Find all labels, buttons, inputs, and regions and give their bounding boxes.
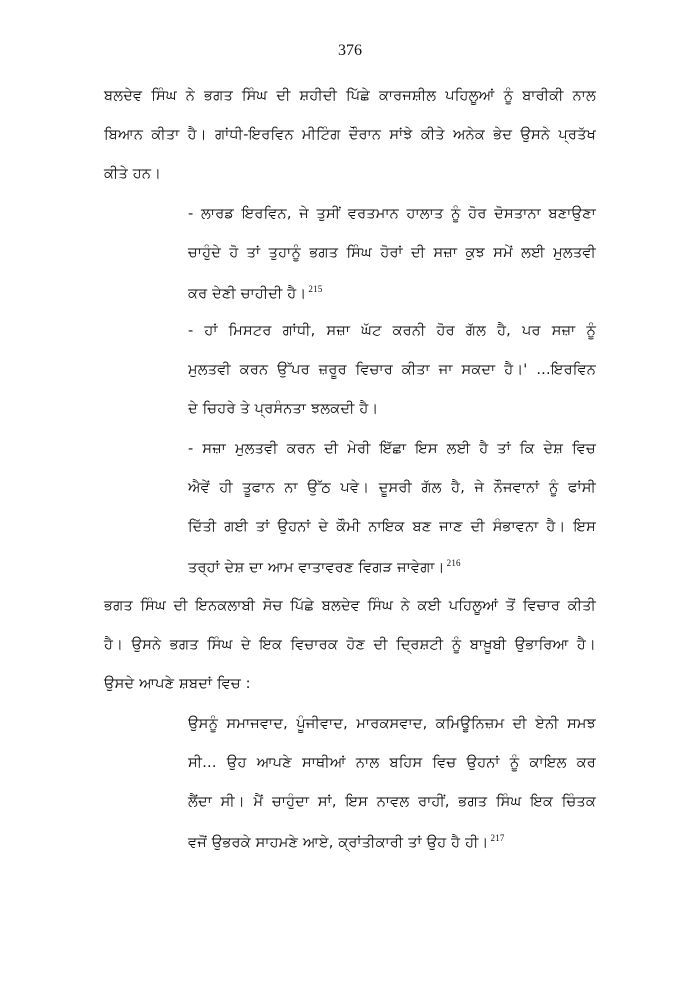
text-line: ਕੀਤੇ ਹਨ। [104,166,162,182]
quote-line: ਸੀ... ਉਹ ਆਪਣੇ ਸਾਥੀਆਂ ਨਾਲ ਬਹਿਸ ਵਿਚ ਉਹਨਾਂ ਨੂੰ ਕਾਇਲ ਕਰ [188,755,596,771]
quote-line: ਦਿੱਤੀ ਗਈ ਤਾਂ ਉਹਨਾਂ ਦੇ ਕੌਮੀ ਨਾਇਕ ਬਣ ਜਾਣ ਦੀ ਸੰਭਾਵਨਾ ਹੈ। ਇਸ [188,519,596,535]
quote-text: ਵਜੋਂ ਉਭਰਕੇ ਸਾਹਮਣੇ ਆਏ, ਕ੍ਰਾਂਤੀਕਾਰੀ ਤਾਂ ਉਹ ਹੈ ਹੀ। [188,834,489,851]
quote-line [188,558,461,576]
text-line: ਹੈ। ਉਸਨੇ ਭਗਤ ਸਿੰਘ ਦੇ ਇਕ ਵਿਚਾਰਕ ਹੋਣ ਦੀ ਦ੍ਰਿਸ਼ਟੀ ਨੂੰ ਬਾਖ਼ੂਬੀ ਉਭਾਰਿਆ ਹੈ। [104,637,596,653]
text-line: ਬਲਦੇਵ ਸਿੰਘ ਨੇ ਭਗਤ ਸਿੰਘ ਦੀ ਸ਼ਹੀਦੀ ਪਿੱਛੇ ਕਾਰਜਸ਼ੀਲ ਪਹਿਲੂਆਂ ਨੂੰ ਬਾਰੀਕੀ ਨਾਲ [104,88,596,104]
text-line: ਬਿਆਨ ਕੀਤਾ ਹੈ। ਗਾਂਧੀ-ਇਰਵਿਨ ਮੀਟਿੰਗ ਦੌਰਾਨ ਸਾਂਝੇ ਕੀਤੇ ਅਨੇਕ ਭੇਦ ਉਸਨੇ ਪ੍ਰਤੱਖ [104,127,596,143]
quote-line: ਐਵੇਂ ਹੀ ਤੂਫਾਨ ਨਾ ਉੱਠ ਪਵੇ। ਦੂਸਰੀ ਗੱਲ ਹੈ, ਜੇ ਨੌਜਵਾਨਾਂ ਨੂੰ ਫਾਂਸੀ [188,480,596,496]
footnote-marker: 215 [308,284,323,294]
quote-line: - ਹਾਂ ਮਿਸਟਰ ਗਾਂਧੀ, ਸਜ਼ਾ ਘੱਟ ਕਰਨੀ ਹੋਰ ਗੱਲ ਹੈ, ਪਰ ਸਜ਼ਾ ਨੂੰ [188,323,596,339]
quote-line: ਉਸਨੂੰ ਸਮਾਜਵਾਦ, ਪੂੰਜੀਵਾਦ, ਮਾਰਕਸਵਾਦ, ਕਮਿਊਨਿਜ਼ਮ ਦੀ ਏਨੀ ਸਮਝ [188,716,596,732]
quote-line: ਮੁਲਤਵੀ ਕਰਨ ਉੱਪਰ ਜ਼ਰੂਰ ਵਿਚਾਰ ਕੀਤਾ ਜਾ ਸਕਦਾ ਹੈ।' ...ਇਰਵਿਨ [188,362,596,378]
quote-line: - ਲਾਰਡ ਇਰਵਿਨ, ਜੇ ਤੁਸੀਂ ਵਰਤਮਾਨ ਹਾਲਾਤ ਨੂੰ ਹੋਰ ਦੋਸਤਾਨਾ ਬਣਾਉਣਾ [188,206,596,222]
quote-line [188,284,322,302]
quote-line [188,833,505,851]
quote-text: ਕਰ ਦੇਣੀ ਚਾਹੀਦੀ ਹੈ। [188,285,307,302]
quote-line: ਚਾਹੁੰਦੇ ਹੋ ਤਾਂ ਤੁਹਾਨੂੰ ਭਗਤ ਸਿੰਘ ਹੋਰਾਂ ਦੀ ਸਜ਼ਾ ਕੁਝ ਸਮੇਂ ਲਈ ਮੁਲਤਵੀ [188,245,596,261]
text-line: ਭਗਤ ਸਿੰਘ ਦੀ ਇਨਕਲਾਬੀ ਸੋਚ ਪਿੱਛੇ ਬਲਦੇਵ ਸਿੰਘ ਨੇ ਕਈ ਪਹਿਲੂਆਂ ਤੋਂ ਵਿਚਾਰ ਕੀਤੀ [104,598,596,614]
page-number: 376 [338,42,362,59]
text-line: ਉਸਦੇ ਆਪਣੇ ਸ਼ਬਦਾਂ ਵਿਚ : [104,676,251,692]
footnote-marker: 216 [446,558,461,568]
quote-line: ਲੈਂਦਾ ਸੀ। ਮੈਂ ਚਾਹੁੰਦਾ ਸਾਂ, ਇਸ ਨਾਵਲ ਰਾਹੀਂ, ਭਗਤ ਸਿੰਘ ਇਕ ਚਿੰਤਕ [188,794,596,810]
footnote-marker: 217 [490,833,505,843]
quote-text: ਤਰ੍ਹਾਂ ਦੇਸ਼ ਦਾ ਆਮ ਵਾਤਾਵਰਣ ਵਿਗੜ ਜਾਵੇਗਾ। [188,559,445,576]
quote-line: - ਸਜ਼ਾ ਮੁਲਤਵੀ ਕਰਨ ਦੀ ਮੇਰੀ ਇੱਛਾ ਇਸ ਲਈ ਹੈ ਤਾਂ ਕਿ ਦੇਸ਼ ਵਿਚ [188,441,596,457]
quote-line: ਦੇ ਚਿਹਰੇ ਤੇ ਪ੍ਰਸੰਨਤਾ ਝਲਕਦੀ ਹੈ। [188,401,379,417]
